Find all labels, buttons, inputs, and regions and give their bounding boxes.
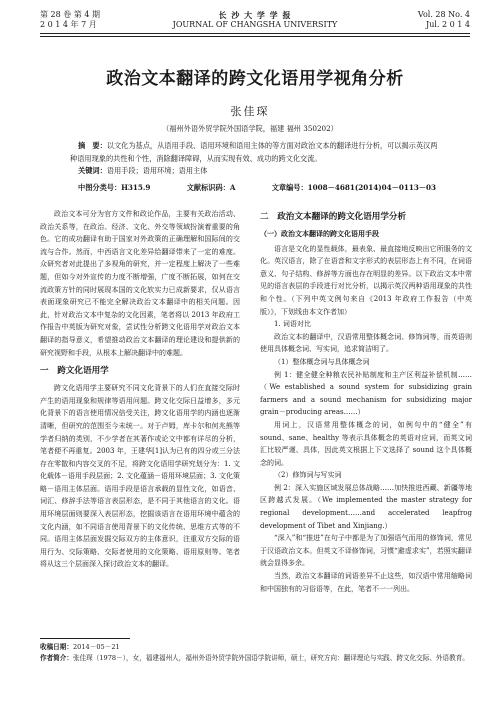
affiliation: （福州外语外贸学院外国语学院，福建 福州 350202） xyxy=(162,124,338,133)
keywords: 语用手段；语用环境；语用主体 xyxy=(106,166,208,175)
article-title: 政治文本翻译的跨文化语用学视角分析 xyxy=(106,69,404,89)
header-rule xyxy=(40,33,470,34)
subsection1-paragraph: 语言是文化的显性载体，最表象、最直接地反映出它所服务的文化。英汉语言，除了在语音和文字形式的表层形态上有不同，在词语意义、句子结构、修辞等方面也存在明显的差异。以下政治文本中常见的语言表层的手段进行对比分析，以揭示英汉两种语用现象的共性和个性。（下列中英文例句来自《2013 年政府工作报告（中英版）》，下划线由本文作者加） xyxy=(260,244,472,316)
journal-name-cn: 长 沙 大 学 学 报 xyxy=(218,10,292,20)
example2-analysis: “深入”和“推进”在句子中都是为了加强语气而用的修饰词，常见于汉语政治文本。但英文不译修饰词，习惯“避虚求实”，若照实翻译就会显得多余。 xyxy=(260,534,472,568)
right-column xyxy=(260,205,472,595)
section-heading-2: 二 政治文本翻译的跨文化语用学分析 xyxy=(260,212,407,222)
abstract-text: 以文化为基点，从语用手段、语用环境和语用主体的等方面对政治文本的翻译进行分析，可以揭示英汉两种语用现象的共性和个性，消除翻译障碍，从而实现有效、成功的跨文化交流。 xyxy=(70,141,438,163)
received-label: 收稿日期： xyxy=(40,643,73,651)
author-name: 张佳琛 xyxy=(230,105,270,118)
abstract-label: 摘 要： xyxy=(78,141,107,150)
article-id: 文章编号：1008－4681(2014)04－0113－03 xyxy=(271,183,437,192)
subsection-heading-1: （一）政治文本翻译的跨文化语用手段 xyxy=(260,229,379,238)
closing-paragraph: 当然，政治文本翻译的词语差异不止这些，如汉语中常用缩略词和中国独有的习俗语等，在此，笔者不一一列出。 xyxy=(260,572,472,593)
example1-analysis: 用词上，汉语常用整体概念的词，如例句中的“健全”有 sound、sane、healthy 等表示具体概念的英语对应词，而英文词汇比较严谨、具体，因此英文根据上下文选择了 sound 这个具体概念的词。 xyxy=(260,420,472,467)
item1-paragraph: 政治文本的翻译中，汉语常用整体概念词、修饰词等，而英语则使用具体概念词、写实词，追求简洁明了。 xyxy=(260,332,472,354)
item-heading-1: 1. 词语对比 xyxy=(274,320,311,329)
item-heading-1b: （2）修饰词与写实词 xyxy=(274,471,342,480)
classification-meta xyxy=(78,183,440,193)
footnote-rule xyxy=(40,638,130,639)
example-1: 例 1：健全健全种粮农民补贴制度和主产区利益补偿机制……（We established a sound system for subsidizing grain farmers and a sound mechanism for subsidizing major grain－producing areas……） xyxy=(260,370,472,417)
footnote xyxy=(40,642,470,664)
clc-number: 中图分类号：H315.9 xyxy=(78,183,151,192)
journal-name-en: JOURNAL OF CHANGSHA UNIVERSITY xyxy=(172,20,338,29)
header-rule-thin xyxy=(40,36,470,37)
section1-paragraph: 跨文化语用学主要研究不同文化背景下的人们在直接交际时产生的语用现象和规律等语用问题。跨文化交际日益增多，多元化背景下的语言使用情况倍受关注，跨文化语用学的内涵也逐渐清晰，但研究的范围至今未统一。对于卢姆，库卡尔和何兆熊等学者归纳的类别，不少学者在其著作或论文中都有详尽的分析，笔者便不再重复。2003 年，王建华[1]认为已有的四分或三分法存在零散和内容交叉的不足，将跨文化语用学研究划分为：1. 文化载体－语用手段层面；2. 文化蕴涵－语用环境层面；3. 文化策略－语用主体层面。语用手段是语言承载的显性文化，如语音、词汇、修辞手法等语言表层形态，是不同于其他语言的文化。语用环境层面则要深入表层形态，挖掘该语言在语用环境中蕴含的文化内涵，如不同语言使用背景下的文化传统、思维方式等的不同。语用主体层面发掘交际双方的主体意识，注重双方交际的语用行为、交际策略、交际者使用的文化策略、语用原则等。笔者将从这三个层面深入探讨政治文本的翻译。 xyxy=(40,384,240,569)
document-code: 文献标识码：A xyxy=(186,183,236,192)
date-en: Jul. 2 0 1 4 xyxy=(426,20,470,29)
example-2: 例 2：深入实施区域发展总体战略……加快推进西藏、新疆等地区跨越式发展。（We implemented the master strategy for regional development……and accelerated leapfrog development of Tibet and Xinjiang.） xyxy=(260,483,472,530)
intro-paragraph: 政治文本可分为官方文件和政论作品，主要有关政治活动、政治关系等，在政治、经济、文化、外交等领域扮演着重要的角色。它的成功翻译有助于国家对外政策的正确理解和国际间的交流与合作。然而，中西语言文化差异给翻译带来了一定的难度。众研究者对此提出了多视角的研究，并一定程度上解决了一些难题，但如今对外宣传的力度不断增强，广度不断拓展，如何在交流政策方针的同时展现本国的文化软实力已成新要求，仅从语言表面现象研究已不能完全解决政治文本翻译中的相关问题。因此，针对政治文本中复杂的文化因素，笔者将以 2013 年政府工作报告中英版为研究对象，尝试性分析跨文化语用学对政治文本翻译的指导意义，希望推动政治文本翻译的理论建设和提供新的研究视野和手段，从根本上解决翻译中的难题。 xyxy=(40,210,240,357)
received-date: 2014－05－21 xyxy=(72,643,120,651)
volume-issue-cn: 第 28 卷 第 4 期 xyxy=(40,10,100,19)
date-cn: 2 0 1 4 年 7 月 xyxy=(40,20,97,29)
section-heading-1: 一 跨文化语用学 xyxy=(40,366,109,377)
left-column xyxy=(40,208,240,571)
author-bio: 张佳琛（1978－），女，福建福州人，福州外语外贸学院外国语学院讲师，硕士，研究方向：翻译理论与实践、跨文化交际、外语教育。 xyxy=(72,654,469,662)
abstract xyxy=(70,140,438,178)
item-heading-1a: （1）整体概念词与具体概念词 xyxy=(274,357,370,366)
volume-issue-en: Vol. 28 No. 4 xyxy=(417,10,470,19)
author-bio-label: 作者简介： xyxy=(40,654,73,662)
keywords-label: 关键词： xyxy=(78,166,107,175)
